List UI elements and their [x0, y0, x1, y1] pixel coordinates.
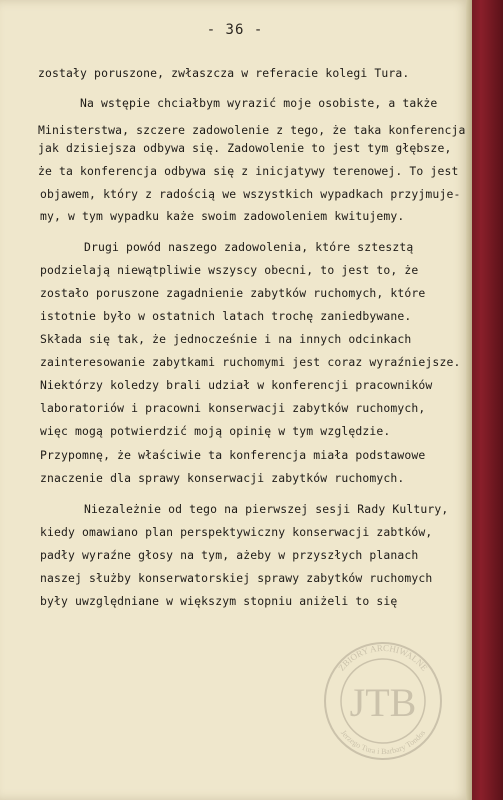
binding-strip: [469, 0, 503, 800]
text-line: my, w tym wypadku każe swoim zadowoleniem kwitujemy.: [40, 209, 405, 223]
text-line: zostało poruszone zagadnienie zabytków ruchomych, które: [40, 286, 426, 300]
text-line: zostały poruszone, zwłaszcza w referacie kolegi Tura.: [38, 66, 410, 80]
text-line: jak dzisiejsza odbywa się. Zadowolenie to jest tym głębsze,: [38, 141, 452, 155]
text-line: Przypomnę, że właściwie ta konferencja miała podstawowe: [40, 448, 426, 462]
text-line: Składa się tak, że jednocześnie i na innych odcinkach: [40, 332, 412, 346]
text-line: znaczenie dla sprawy konserwacji zabytków ruchomych.: [40, 471, 405, 485]
text-line: Na wstępie chciałbym wyrazić moje osobiste, a także: [80, 96, 438, 110]
svg-text:ZBIORY ARCHIWALNE: [336, 643, 430, 673]
text-line: laboratoriów i pracowni konserwacji zabytków ruchomych,: [40, 401, 426, 415]
text-line: istotnie było w ostatnich latach trochę zaniedbywane.: [40, 309, 412, 323]
stamp-monogram: JTB: [349, 680, 417, 725]
svg-text:Jerzego Tura i Barbary Tondos: [339, 728, 427, 756]
text-line: objawem, który z radością we wszystkich wypadkach przyjmuje-: [40, 187, 461, 201]
text-line: Niektórzy koledzy brali udział w konferencji pracowników: [40, 378, 433, 392]
text-line: były uwzględniane w większym stopniu aniżeli to się: [40, 594, 398, 608]
text-line: zainteresowanie zabytkami ruchomymi jest coraz wyraźniejsze.: [40, 355, 461, 369]
stamp-top-text: ZBIORY ARCHIWALNE: [336, 642, 430, 673]
text-line: kiedy omawiano plan perspektywiczny konserwacji zabtków,: [40, 525, 433, 539]
text-line: padły wyraźne głosy na tym, ażeby w przyszłych planach: [40, 548, 419, 562]
archive-stamp-watermark: [318, 636, 448, 766]
text-line: podzielają niewątpliwie wszyscy obecni, to jest to, że: [40, 263, 419, 277]
text-line: Drugi powód naszego zadowolenia, które sztesztą: [84, 240, 414, 254]
text-line: że ta konferencja odbywa się z inicjatywy terenowej. To jest: [38, 164, 459, 178]
text-line: naszej służby konserwatorskiej sprawy zabytków ruchomych: [40, 571, 433, 585]
page-number: - 36 -: [206, 22, 264, 38]
stamp-bottom-text: Jerzego Tura i Barbary Tondos: [338, 728, 428, 757]
text-line: więc mogą potwierdzić moją opinię w tym względzie.: [40, 424, 391, 438]
page-edge: [466, 0, 472, 800]
text-line: Ministerstwa, szczere zadowolenie z tego, że taka konferencja: [38, 123, 466, 137]
text-line: Niezależnie od tego na pierwszej sesji Rady Kultury,: [84, 502, 449, 516]
